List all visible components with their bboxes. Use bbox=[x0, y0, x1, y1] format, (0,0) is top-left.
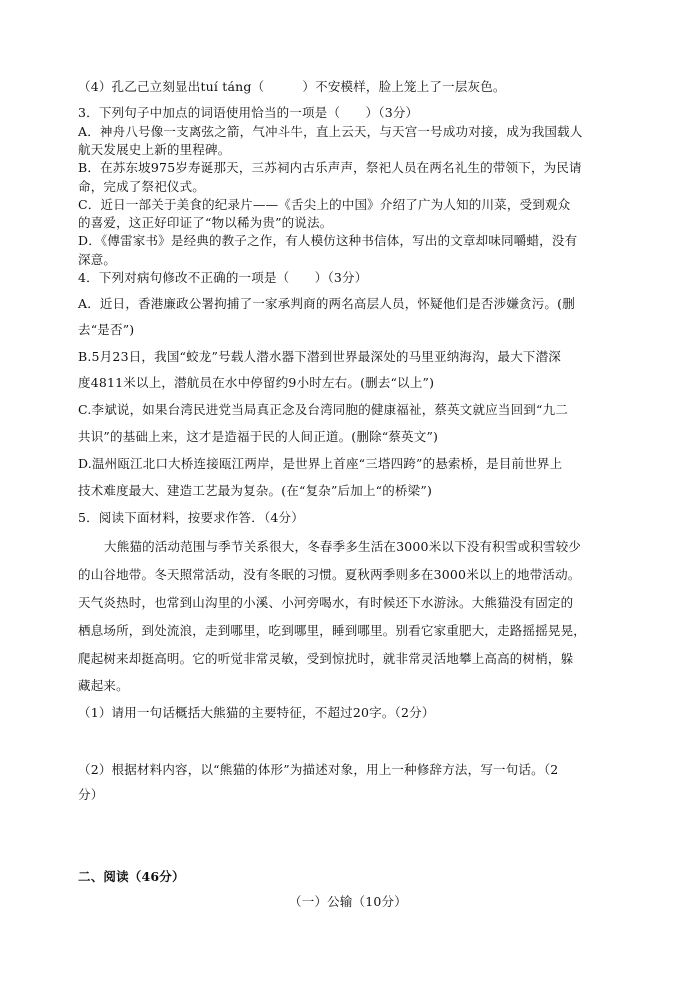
option-line: 深意。 bbox=[78, 252, 117, 267]
option-line: 命，完成了祭祀仪式。 bbox=[78, 179, 206, 194]
question-line: 分） bbox=[78, 787, 104, 802]
option-line: D．《傅雷家书》是经典的教子之作，有人模仿这种书信体，写出的文章却味同嚼蜡，没有 bbox=[78, 233, 578, 248]
option-line: C.李斌说，如果台湾民进党当局真正念及台湾同胞的健康福祉，蔡英文就应当回到“九二 bbox=[78, 402, 568, 417]
question-line: 5．阅读下面材料，按要求作答．（4分） bbox=[78, 510, 304, 525]
question-line: 3．下列句子中加点的词语使用恰当的一项是（ ）（3分） bbox=[78, 105, 419, 120]
passage-line: 栖息场所，到处流浪，走到哪里，吃到哪里，睡到哪里。别看它家重肥大，走路摇摇晃晃， bbox=[78, 623, 587, 638]
section-heading: 二、阅读（46分） bbox=[78, 869, 185, 884]
option-line: B．在苏东坡975岁寿诞那天，三苏祠内古乐声声，祭祀人员在两名礼生的带领下，为民请 bbox=[78, 160, 582, 175]
question-line: （2）根据材料内容，以“熊猫的体形”为描述对象，用上一种修辞方法，写一句话。（2 bbox=[78, 762, 559, 777]
passage-line: 藏起来。 bbox=[78, 678, 129, 693]
option-line: B.5月23日，我国“蛟龙”号载人潜水器下潜到世界最深处的马里亚纳海沟，最大下潜深 bbox=[78, 349, 561, 364]
option-line: 共识”的基础上来，这才是造福于民的人间正道。(删除“蔡英文”) bbox=[78, 429, 439, 444]
question-line: （4）孔乙己立刻显出tuí táng（ ）不安模样，脸上笼上了一层灰色。 bbox=[78, 79, 506, 94]
passage-line: 的山谷地带。冬天照常活动，没有冬眠的习惯。夏秋两季则多在3000米以上的地带活动。 bbox=[78, 567, 581, 582]
option-line: 的喜爱，这正好印证了“物以稀为贵”的说法。 bbox=[78, 215, 333, 230]
passage-line: 爬起树来却挺高明。它的听觉非常灵敏，受到惊扰时，就非常灵活地攀上高高的树梢，躲 bbox=[78, 651, 574, 666]
option-line: 去“是否”) bbox=[78, 322, 135, 337]
option-line: A．神舟八号像一支离弦之箭，气冲斗牛，直上云天，与天宫一号成功对接，成为我国载人 bbox=[78, 124, 583, 139]
passage-line: 大熊猫的活动范围与季节关系很大，冬春季多生活在3000米以下没有积雪或积雪较少 bbox=[104, 539, 582, 554]
option-line: C．近日一部关于美食的纪录片——《舌尖上的中国》介绍了广为人知的川菜，受到观众 bbox=[78, 197, 571, 212]
option-line: 技术难度最大、建造工艺最为复杂。(在“复杂”后加上“的桥梁”) bbox=[78, 483, 433, 498]
option-line: 航天发展史上新的里程碑。 bbox=[78, 142, 231, 157]
passage-line: 天气炎热时，也常到山沟里的小溪、小河旁喝水，有时候还下水游泳。大熊猫没有固定的 bbox=[78, 595, 574, 610]
option-line: 度4811米以上，潜航员在水中停留约9小时左右。(删去“以上”) bbox=[78, 375, 435, 390]
option-line: D.温州瓯江北口大桥连接瓯江两岸，是世界上首座“三塔四跨”的悬索桥，是目前世界上 bbox=[78, 456, 563, 471]
option-line: A．近日，香港廉政公署拘捕了一家承判商的两名高层人员，怀疑他们是否涉嫌贪污。(删 bbox=[78, 296, 575, 311]
question-line: （1）请用一句话概括大熊猫的主要特征，不超过20字。（2分） bbox=[78, 705, 435, 720]
subsection-heading: （一）公输（10分） bbox=[289, 894, 407, 909]
question-line: 4．下列对病句修改不正确的一项是（ ）（3分） bbox=[78, 270, 368, 285]
